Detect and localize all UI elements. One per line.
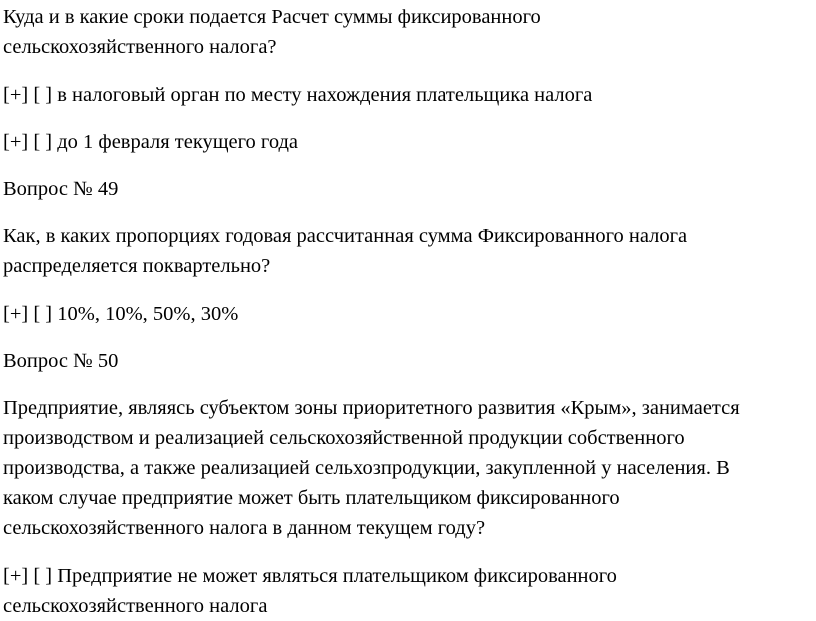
question-48-answer-1: [+] [ ] в налоговый орган по месту нахождения плательщика налога xyxy=(3,84,593,106)
question-49-heading: Вопрос № 49 xyxy=(3,178,119,200)
question-50-answer-1: [+] [ ] Предприятие не может являться плательщиком фиксированного сельскохозяйственного налога xyxy=(3,565,617,617)
question-50-heading: Вопрос № 50 xyxy=(3,350,119,372)
question-49-text: Как, в каких пропорциях годовая рассчитанная сумма Фиксированного налога распределяется поквартельно? xyxy=(3,225,688,277)
question-49-answer-1: [+] [ ] 10%, 10%, 50%, 30% xyxy=(3,303,239,325)
question-48-text: Куда и в какие сроки подается Расчет суммы фиксированного сельскохозяйственного налога? xyxy=(3,6,541,58)
question-48-answer-2: [+] [ ] до 1 февраля текущего года xyxy=(3,131,299,153)
question-50-text: Предприятие, являясь субъектом зоны приоритетного развития «Крым», занимается производством и реализацией сельскохозяйственной продукции собственного производства, а также реализацией сельхозпродукции, закупленной у населения. В каком случае предприятие может быть плательщиком фиксированного сельскохозяйственного налога в данном текущем году? xyxy=(3,397,740,539)
